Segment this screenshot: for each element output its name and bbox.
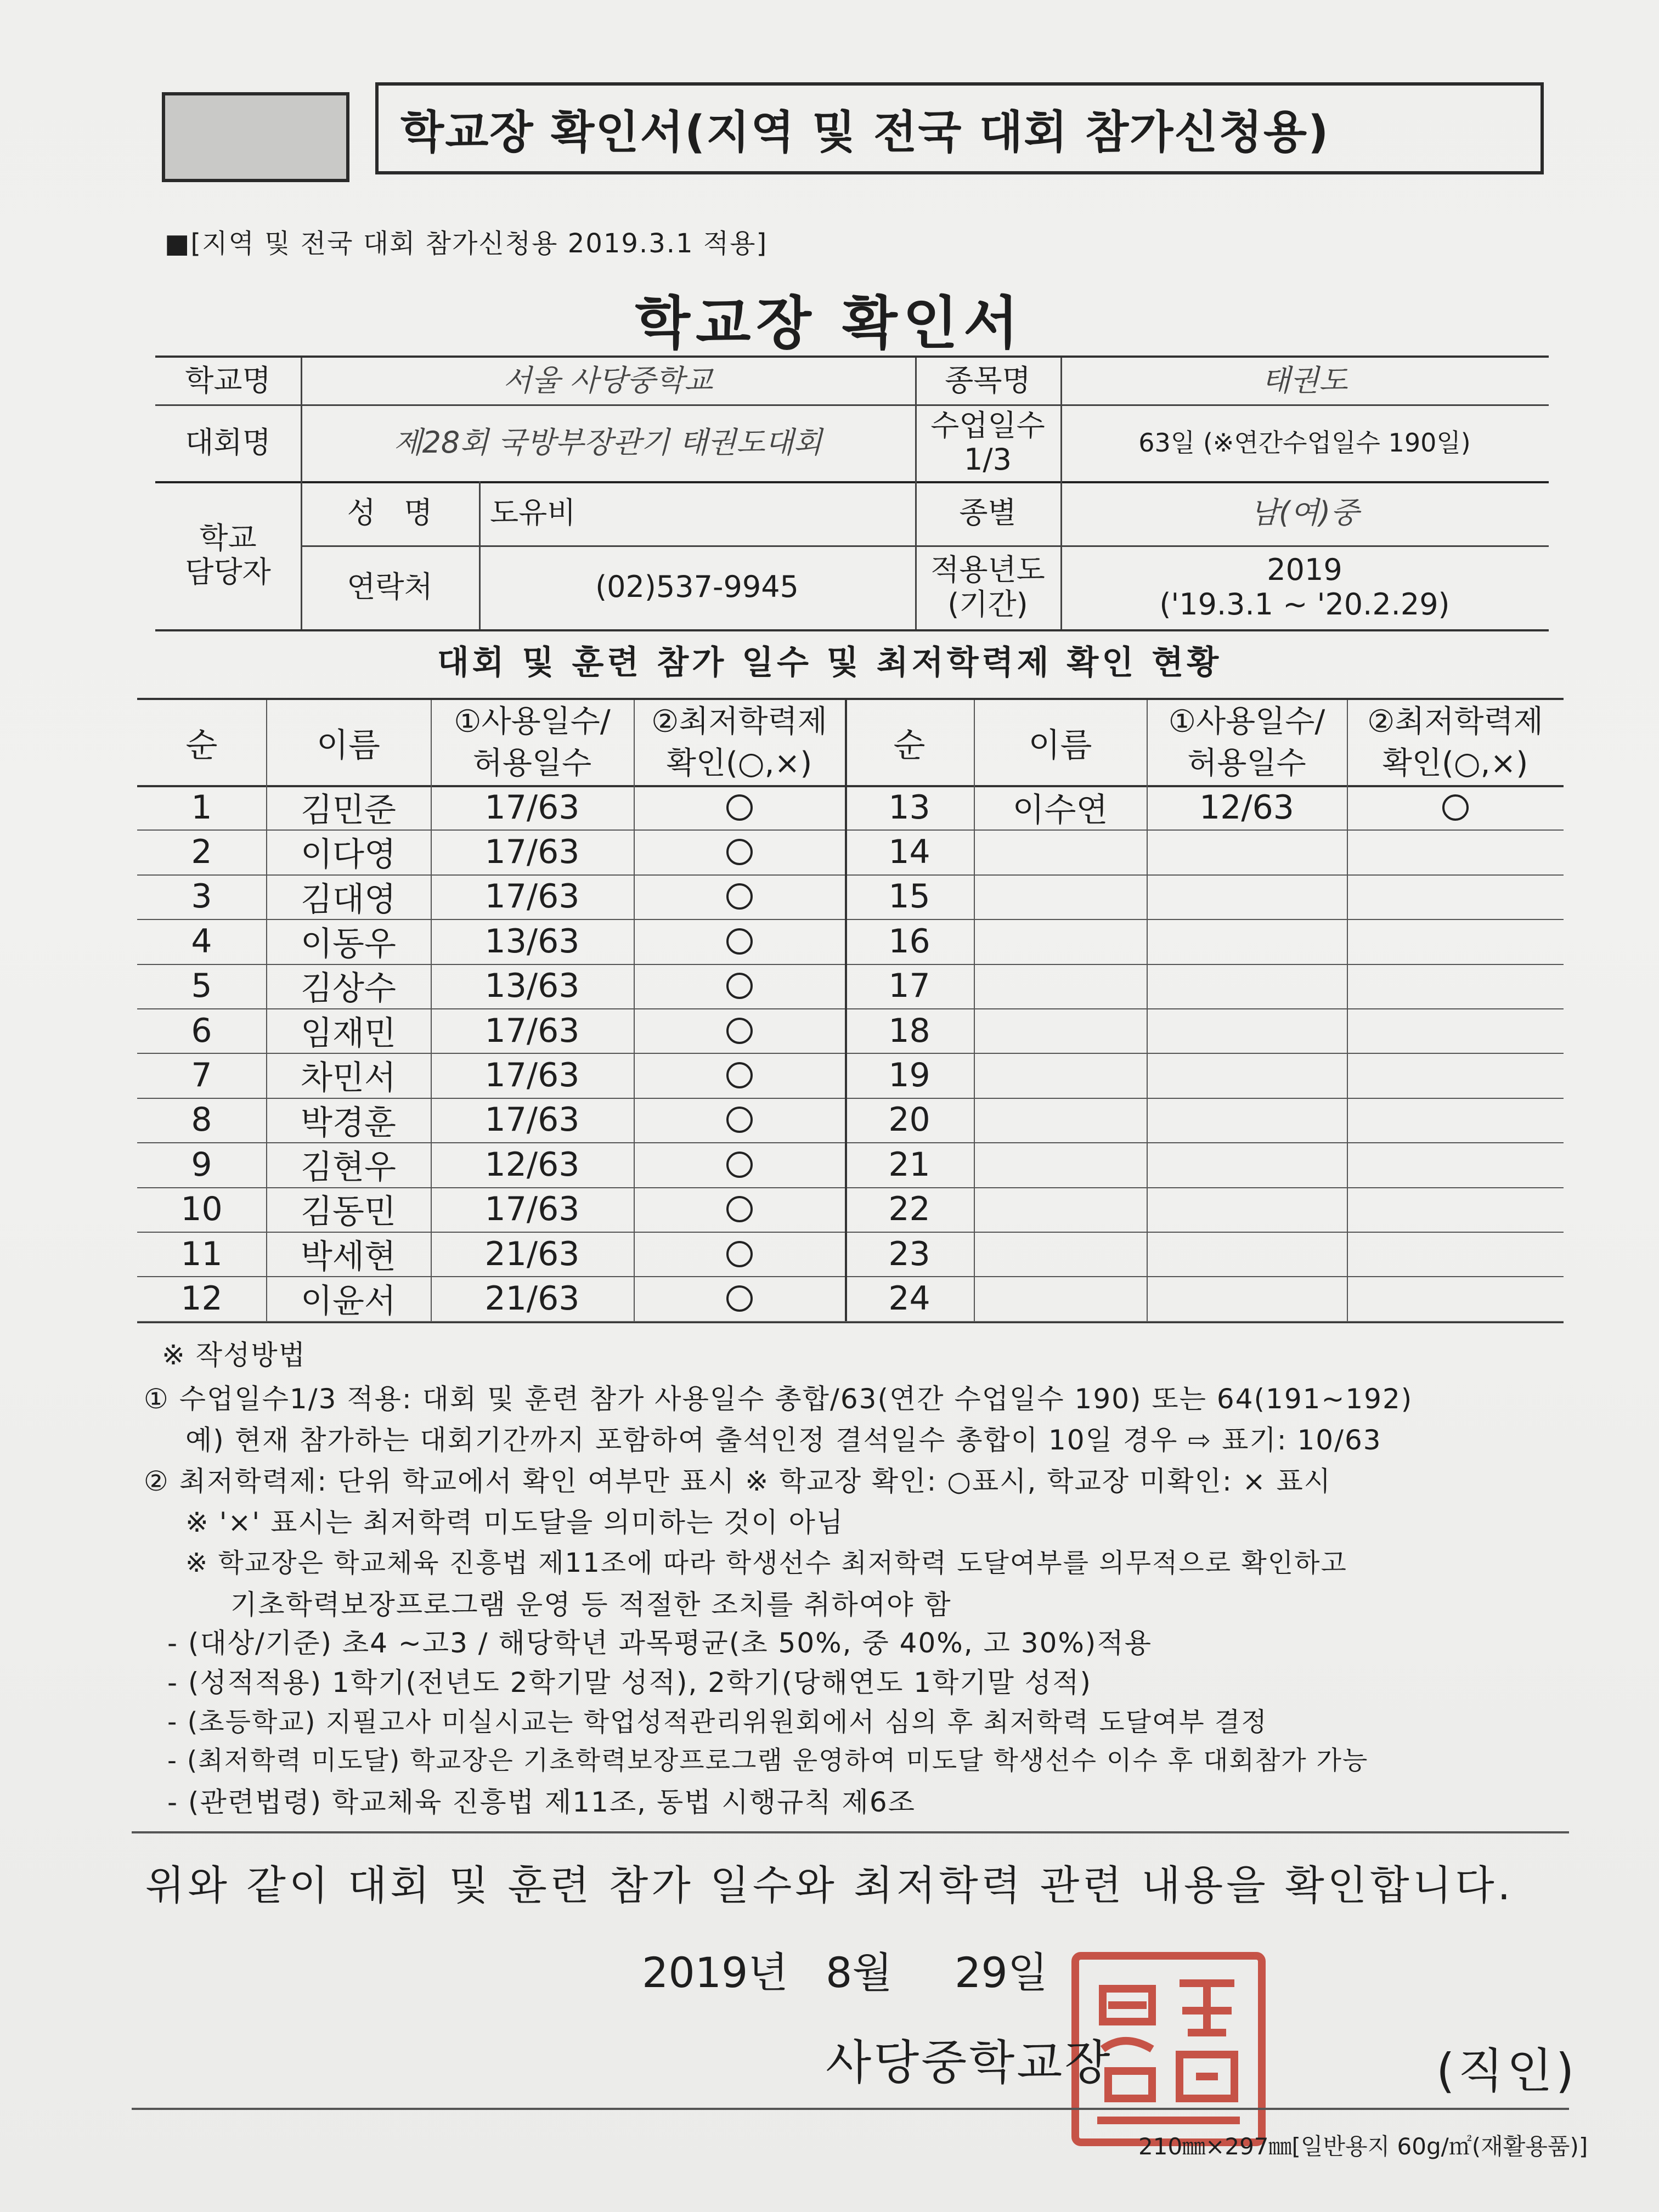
roster-cell-no: 24 <box>888 1279 930 1318</box>
header-check-left-line1: ②최저학력제 <box>651 703 827 740</box>
header-check-right <box>1347 700 1564 785</box>
roster-cell-check <box>634 1008 845 1053</box>
roster-cell-no: 10 <box>180 1190 223 1229</box>
roster-cell-check <box>634 1232 845 1276</box>
header-no-right: 순 <box>893 726 926 765</box>
roster-cell-no: 4 <box>191 922 212 961</box>
roster-cell-days: 17/63 <box>484 833 580 872</box>
roster-cell-check <box>1347 919 1564 963</box>
roster-cell-check <box>634 830 845 874</box>
roster-cell-check <box>634 919 845 963</box>
instruction-line: ② 최저학력제: 단위 학교에서 확인 여부만 표시 ※ 학교장 확인: ○표시, 학교장 미확인: × 표시 <box>144 1465 1332 1497</box>
roster-cell-name <box>974 1142 1147 1187</box>
check-circle-mark <box>726 1196 753 1222</box>
manager-label <box>155 481 301 629</box>
roster-section-title: 대회 및 훈련 참가 일수 및 최저학력제 확인 현황 <box>437 644 1222 682</box>
roster-cell-days <box>1147 919 1347 963</box>
days-value: 63일 (※연간수업일수 190일) <box>1138 427 1471 458</box>
check-circle-mark <box>726 928 753 955</box>
divider <box>132 1831 1569 1833</box>
roster-cell-no: 6 <box>191 1011 212 1050</box>
roster-cell-check <box>1347 1142 1564 1187</box>
roster-cell-check <box>1347 1008 1564 1053</box>
roster-cell-name <box>974 1053 1147 1097</box>
instruction-line: - (초등학교) 지필고사 미실시교는 학업성적관리위원회에서 심의 후 최저학력 도달여부 결정 <box>167 1707 1268 1737</box>
roster-cell-days <box>1147 1098 1347 1142</box>
roster-cell-days: 12/63 <box>1199 788 1294 827</box>
instruction-line: - (대상/기준) 초4 ~고3 / 해당학년 과목평균(초 50%, 중 40%, 고 30%)적용 <box>167 1627 1152 1659</box>
days-label-line2: 1/3 <box>964 442 1012 477</box>
roster-cell-days: 17/63 <box>484 1056 580 1095</box>
roster-cell-check <box>1347 1098 1564 1142</box>
check-circle-mark <box>726 1018 753 1044</box>
roster-cell-no: 12 <box>180 1279 223 1318</box>
header-days-right <box>1147 700 1347 785</box>
header-days-right-line1: ①사용일수/ <box>1168 703 1325 740</box>
roster-cell-check <box>634 1276 845 1321</box>
document-header-title: 학교장 확인서(지역 및 전국 대회 참가신청용) <box>375 82 1544 174</box>
contact-label: 연락처 <box>347 569 433 605</box>
year-label <box>915 545 1060 629</box>
roster-cell-no: 21 <box>888 1145 930 1184</box>
roster-cell-no: 11 <box>180 1234 223 1273</box>
instruction-line: 기초학력보장프로그램 운영 등 적절한 조치를 취하여야 함 <box>230 1589 952 1621</box>
signer-name: 사당중학교장 <box>826 2035 1113 2090</box>
instructions-heading: ※ 작성방법 <box>162 1339 306 1371</box>
roster-cell-no: 18 <box>888 1011 930 1050</box>
roster-cell-name <box>974 1008 1147 1053</box>
roster-cell-no: 13 <box>888 788 930 827</box>
date-year: 2019년 <box>642 1948 788 1997</box>
roster-cell-name <box>974 1276 1147 1321</box>
roster-cell-no: 1 <box>191 788 212 827</box>
roster-cell-name: 이윤서 <box>301 1282 396 1321</box>
instruction-line: - (최저학력 미도달) 학교장은 기초학력보장프로그램 운영하여 미도달 학생선수 이수 후 대회참가 가능 <box>167 1746 1369 1776</box>
roster-cell-check <box>634 1098 845 1142</box>
instruction-line: - (관련법령) 학교체육 진흥법 제11조, 동법 시행규칙 제6조 <box>167 1786 916 1818</box>
roster-cell-name: 이수연 <box>1012 791 1108 830</box>
roster-cell-check <box>1347 1053 1564 1097</box>
roster-cell-name <box>974 874 1147 919</box>
name-value: 도유비 <box>490 495 576 531</box>
roster-cell-name <box>974 1232 1147 1276</box>
manager-label-line1: 학교 <box>199 520 257 555</box>
roster-cell-no: 19 <box>888 1056 930 1095</box>
roster-cell-check <box>1347 1232 1564 1276</box>
name-label: 성 명 <box>347 495 433 531</box>
roster-cell-days <box>1147 1187 1347 1232</box>
date-month: 8월 <box>826 1948 893 1997</box>
roster-cell-check <box>634 785 845 830</box>
check-circle-mark <box>726 794 753 821</box>
instruction-line: - (성적적용) 1학기(전년도 2학기말 성적), 2학기(당해연도 1학기말 성적) <box>167 1667 1092 1699</box>
bottom-divider <box>132 2108 1569 2110</box>
check-circle-mark <box>726 1062 753 1088</box>
roster-cell-no: 8 <box>191 1101 212 1139</box>
roster-cell-no: 9 <box>191 1145 212 1184</box>
roster-cell-days: 13/63 <box>484 967 580 1006</box>
year-value-line2: ('19.3.1 ~ '20.2.29) <box>1159 586 1450 622</box>
roster-cell-check <box>1347 964 1564 1008</box>
roster-cell-days: 12/63 <box>484 1145 580 1184</box>
roster-cell-check <box>1347 874 1564 919</box>
roster-cell-days: 21/63 <box>484 1234 580 1273</box>
header-days-right-line2: 허용일수 <box>1187 745 1306 781</box>
check-circle-mark <box>726 1107 753 1133</box>
roster-cell-days <box>1147 830 1347 874</box>
roster-cell-days <box>1147 1142 1347 1187</box>
roster-cell-no: 17 <box>888 967 930 1006</box>
roster-cell-days: 17/63 <box>484 877 580 916</box>
days-label <box>915 404 1060 481</box>
roster-cell-check <box>1347 1187 1564 1232</box>
roster-cell-days: 17/63 <box>484 788 580 827</box>
roster-cell-name: 차민서 <box>301 1059 396 1098</box>
page-title: 학교장 확인서 <box>635 290 1024 357</box>
roster-cell-name: 박세현 <box>301 1237 396 1276</box>
year-label-line1: 적용년도 <box>930 552 1045 588</box>
school-label: 학교명 <box>185 363 271 398</box>
roster-cell-check <box>634 1053 845 1097</box>
roster-cell-days <box>1147 1053 1347 1097</box>
roster-cell-no: 5 <box>191 967 212 1006</box>
roster-cell-no: 3 <box>191 877 212 916</box>
roster-table <box>137 698 1564 1323</box>
roster-cell-days <box>1147 1232 1347 1276</box>
type-label: 종별 <box>959 495 1017 531</box>
roster-cell-name: 이다영 <box>301 836 396 874</box>
roster-cell-check <box>1347 1276 1564 1321</box>
roster-cell-days: 17/63 <box>484 1190 580 1229</box>
info-table <box>155 356 1549 631</box>
header-check-left-line2: 확인(○,×) <box>666 745 812 781</box>
roster-cell-check <box>634 1142 845 1187</box>
roster-cell-days <box>1147 1276 1347 1321</box>
date-day: 29일 <box>955 1948 1048 1997</box>
header-days-left-line1: ①사용일수/ <box>454 703 611 740</box>
header-check-right-line2: 확인(○,×) <box>1382 745 1528 781</box>
check-circle-mark <box>726 839 753 865</box>
roster-cell-days <box>1147 964 1347 1008</box>
check-circle-mark <box>1442 794 1469 821</box>
check-circle-mark <box>726 973 753 999</box>
roster-cell-name: 김동민 <box>301 1193 396 1232</box>
roster-cell-check <box>634 964 845 1008</box>
check-circle-mark <box>726 1152 753 1178</box>
year-value <box>1060 545 1549 629</box>
roster-cell-days: 17/63 <box>484 1101 580 1139</box>
school-value: 서울 사당중학교 <box>503 363 713 398</box>
header-name-left: 이름 <box>317 726 380 765</box>
header-check-left <box>634 700 845 785</box>
type-value: 남(여)중 <box>1250 495 1359 531</box>
contact-value: (02)537-9945 <box>595 569 799 605</box>
check-circle-mark <box>726 1241 753 1267</box>
instruction-line: 예) 현재 참가하는 대회기간까지 포함하여 출석인정 결석일수 총합이 10일 경우 ⇨ 표기: 10/63 <box>185 1424 1382 1456</box>
seal-label: (직인) <box>1436 2044 1578 2098</box>
header-days-left-line2: 허용일수 <box>472 745 592 781</box>
roster-cell-name: 김상수 <box>301 969 396 1008</box>
roster-cell-no: 15 <box>888 877 930 916</box>
instruction-line: ※ '×' 표시는 최저학력 미도달을 의미하는 것이 아님 <box>185 1506 844 1538</box>
roster-cell-no: 7 <box>191 1056 212 1095</box>
form-note: ■[지역 및 전국 대회 참가신청용 2019.3.1 적용] <box>165 228 768 259</box>
roster-cell-check <box>634 1187 845 1232</box>
instruction-line: ※ 학교장은 학교체육 진흥법 제11조에 따라 학생선수 최저학력 도달여부를 의무적으로 확인하고 <box>185 1548 1347 1578</box>
roster-cell-check <box>634 874 845 919</box>
roster-cell-no: 14 <box>888 833 930 872</box>
roster-cell-no: 2 <box>191 833 212 872</box>
roster-cell-name: 김민준 <box>301 791 396 830</box>
roster-cell-no: 22 <box>888 1190 930 1229</box>
contest-label: 대회명 <box>185 425 271 460</box>
header-name-right: 이름 <box>1028 726 1092 765</box>
check-circle-mark <box>726 1285 753 1312</box>
roster-cell-name: 임재민 <box>301 1014 396 1053</box>
roster-cell-name <box>974 1098 1147 1142</box>
roster-cell-name <box>974 964 1147 1008</box>
year-label-line2: (기간) <box>947 586 1028 622</box>
contest-value: 제28회 국방부장관기 태권도대회 <box>393 425 822 460</box>
roster-cell-name: 김현우 <box>301 1148 396 1187</box>
paper-spec-footer: 210㎜×297㎜[일반용지 60g/㎡(재활용품)] <box>1138 2133 1588 2160</box>
instruction-line: ① 수업일수1/3 적용: 대회 및 훈련 참가 사용일수 총합/63(연간 수업일수 190) 또는 64(191~192) <box>144 1383 1413 1415</box>
roster-cell-no: 16 <box>888 922 930 961</box>
roster-cell-name <box>974 919 1147 963</box>
days-label-line1: 수업일수 <box>930 408 1045 443</box>
roster-cell-name: 박경훈 <box>301 1103 396 1142</box>
header-days-left <box>431 700 634 785</box>
roster-cell-name <box>974 830 1147 874</box>
roster-cell-name <box>974 1187 1147 1232</box>
roster-cell-check <box>1347 785 1564 830</box>
roster-cell-name: 이동우 <box>301 924 396 963</box>
header-check-right-line1: ②최저학력제 <box>1367 703 1543 740</box>
roster-cell-no: 20 <box>888 1101 930 1139</box>
roster-cell-days: 21/63 <box>484 1279 580 1318</box>
sport-value: 태권도 <box>1261 363 1348 398</box>
roster-cell-days <box>1147 874 1347 919</box>
roster-cell-days: 17/63 <box>484 1011 580 1050</box>
roster-cell-days <box>1147 1008 1347 1053</box>
check-circle-mark <box>726 883 753 910</box>
roster-cell-check <box>1347 830 1564 874</box>
sport-label: 종목명 <box>945 363 1031 398</box>
roster-cell-no: 23 <box>888 1234 930 1273</box>
header-no-left: 순 <box>185 726 218 765</box>
confirmation-statement: 위와 같이 대회 및 훈련 참가 일수와 최저학력 관련 내용을 확인합니다. <box>145 1862 1514 1909</box>
roster-cell-name: 김대영 <box>301 880 396 919</box>
manager-label-line2: 담당자 <box>185 555 271 589</box>
year-value-line1: 2019 <box>1267 552 1342 588</box>
header-blank-box <box>162 92 349 182</box>
roster-cell-days: 13/63 <box>484 922 580 961</box>
